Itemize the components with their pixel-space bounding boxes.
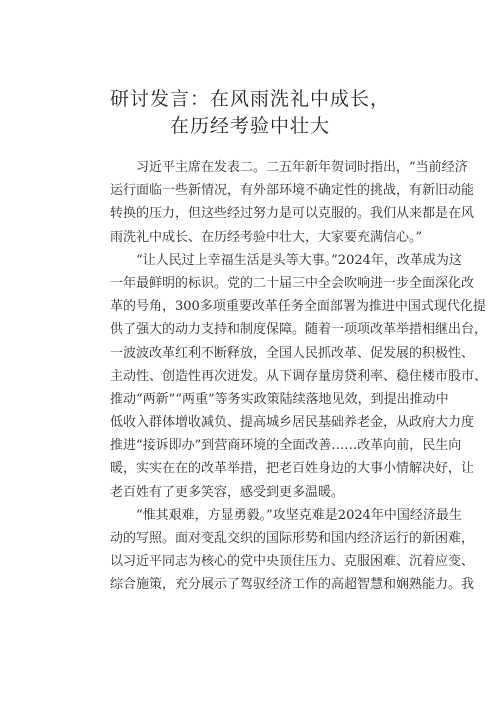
paragraph-line: 综合施策，充分展示了驾驭经济工作的高超智慧和娴熟能力。我 [110, 577, 475, 593]
paragraph-line: “惟其艰难，方显勇毅。”攻坚克难是2024年中国经济最生 [136, 507, 462, 523]
title-line-2: 在历经考验中壮大 [169, 115, 330, 137]
paragraph-line: 主动性、创造性再次迸发。从下调存量房贷利率、稳住楼市股市、 [110, 368, 488, 384]
paragraph-line: 革的号角，300多项重要改革任务全面部署为推进中国式现代化提 [110, 299, 486, 315]
paragraph-line: 暖，实实在在的改革举措，把老百姓身边的大事小情解决好，让 [110, 461, 475, 477]
paragraph-line: “让人民过上幸福生活是头等大事。”2024年，改革成为这 [136, 252, 462, 268]
paragraph-line: 老百姓有了更多笑容，感受到更多温暖。 [110, 484, 345, 500]
paragraph-line: 供了强大的动力支持和制度保障。随着一项项改革举措相继出台， [110, 322, 488, 338]
paragraph-line: 雨洗礼中成长、在历经考验中壮大，大家要充满信心。” [110, 229, 423, 245]
paragraph-line: 推动“两新”“两重”等务实政策陆续落地见效，到提出推动中 [110, 391, 449, 407]
paragraph-line: 低收入群体增收减负、提高城乡居民基础养老金，从政府大力度 [110, 415, 475, 431]
paragraph-line: 一波波改革红利不断释放，全国人民抓改革、促发展的积极性、 [110, 345, 475, 361]
paragraph-line: 习近平主席在发表二。二五年新年贺词时指出，“当前经济 [136, 160, 468, 175]
paragraph-line: 推进“接诉即办”到营商环境的全面改善……改革向前，民生向 [110, 438, 462, 454]
paragraph-line: 转换的压力，但这些经过努力是可以克服的。我们从来都是在风 [110, 206, 475, 222]
paragraph-line: 动的写照。面对变乱交织的国际形势和国内经济运行的新困难， [110, 531, 475, 546]
document-body [110, 156, 488, 597]
document-title [0, 86, 500, 140]
paragraph-line: 以习近平同志为核心的党中央顶住压力、克服困难、沉着应变、 [110, 554, 475, 570]
paragraph [110, 156, 475, 249]
paragraph-line: 一年最鲜明的标识。党的二十届三中全会吹响进一步全面深化改 [110, 275, 475, 291]
paragraph [110, 504, 475, 597]
paragraph [110, 249, 488, 504]
paragraph-line: 运行面临一些新情况，有外部环境不确定性的挑战，有新旧动能 [110, 183, 475, 199]
title-line-1: 研讨发言：在风雨洗礼中成长， [109, 88, 390, 110]
